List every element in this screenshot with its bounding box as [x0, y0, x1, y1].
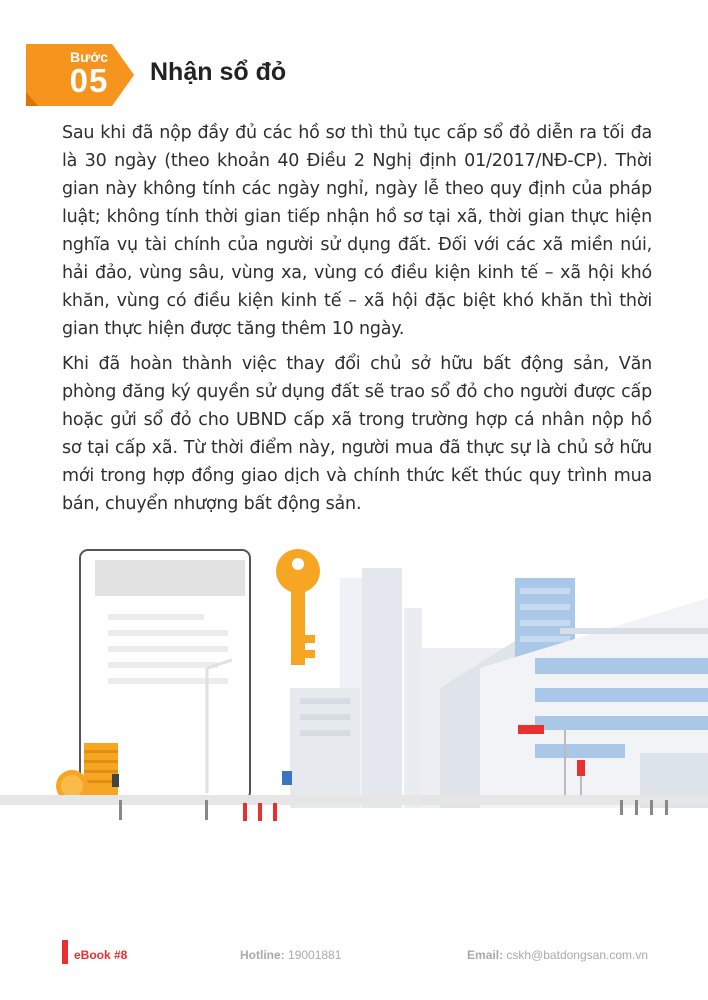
paragraph-1: Sau khi đã nộp đầy đủ các hồ sơ thì thủ tục cấp sổ đỏ diễn ra tối đa là 30 ngày (theo khoản 40 Điều 2 Nghị định 01/2017/NĐ-CP). Thời gian này không tính các ngày nghỉ, ngày lễ theo quy định của pháp luật; không tính thời gian tiếp nhận hồ sơ tại xã, thời gian thực hiện nghĩa vụ tài chính của người sử dụng đất. Đối với các xã miền núi, hải đảo, vùng sâu, vùng xa, vùng có điều kiện kinh tế – xã hội khó khăn, vùng có điều kiện kinh tế – xã hội đặc biệt khó khăn thì thời gian thực hiện được tăng thêm 10 ngày. [62, 123, 652, 339]
step-word: Bước [70, 49, 108, 65]
road [0, 795, 708, 805]
hotline [240, 948, 341, 962]
city-illustration [0, 538, 708, 828]
ebook-label: eBook #8 [74, 948, 128, 962]
hotline-label: Hotline: [240, 948, 285, 962]
email-value: cskh@batdongsan.com.vn [506, 948, 648, 962]
email-label: Email: [467, 948, 504, 962]
paragraph-2: Khi đã hoàn thành việc thay đổi chủ sở hữu bất động sản, Văn phòng đăng ký quyền sử dụng đất sẽ trao sổ đỏ cho người được cấp hoặc gửi sổ đỏ cho UBND cấp xã trong trường hợp cá nhân nộp hồ sơ tại cấp xã. Từ thời điểm này, người mua đã thực sự là chủ sở hữu mới trong hợp đồng giao dịch và chính thức kết thúc quy trình mua bán, chuyển nhượng bất động sản. [62, 354, 652, 514]
coin-stack [56, 743, 118, 802]
step-number: 05 [69, 62, 109, 99]
email [467, 948, 648, 962]
key-icon [276, 549, 320, 665]
step-badge [26, 44, 136, 106]
hotline-value: 19001881 [288, 948, 342, 962]
office-building [480, 598, 708, 808]
footer-accent-bar [62, 940, 68, 964]
footer [0, 940, 708, 970]
page-title: Nhận sổ đỏ [150, 58, 287, 86]
